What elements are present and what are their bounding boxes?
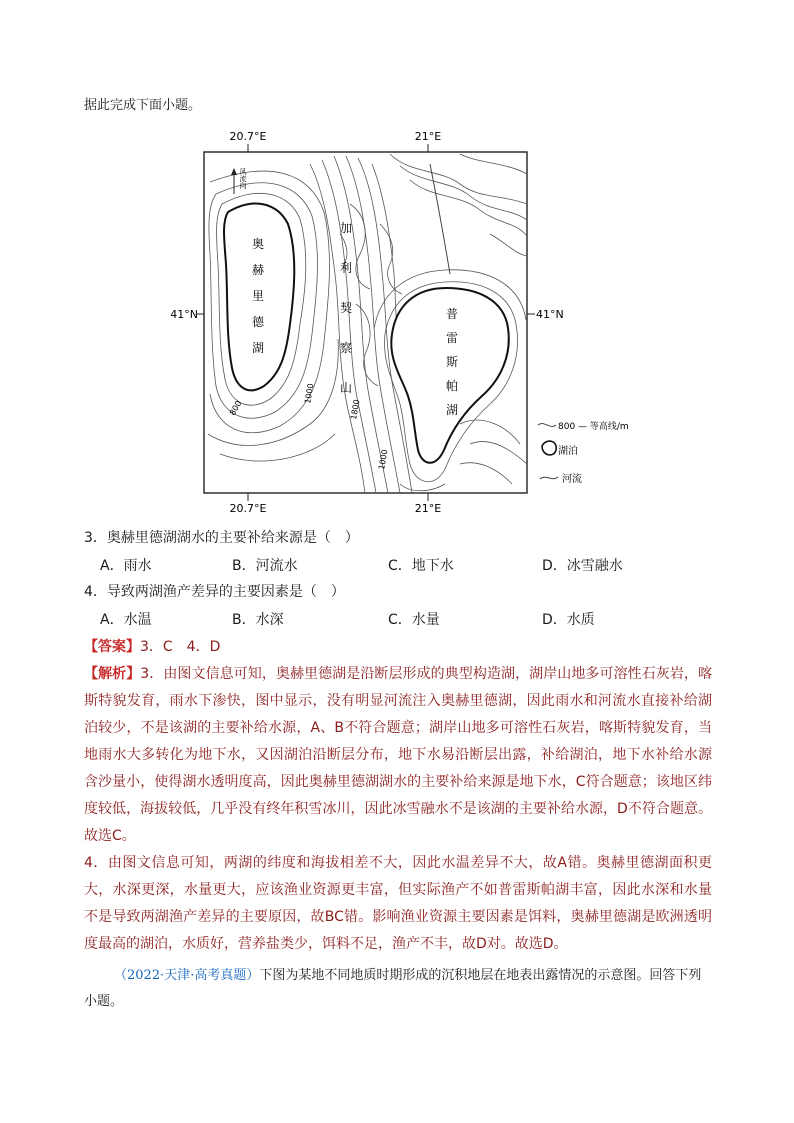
svg-text:普: 普 [445, 307, 459, 321]
svg-text:里: 里 [251, 289, 265, 303]
explanation-tag: 【解析】 [84, 666, 141, 682]
lon-bottom-left-label: 20.7°E [229, 502, 267, 515]
explanation-q3 [84, 661, 712, 850]
lon-bottom-right-label: 21°E [414, 502, 442, 515]
q4-option-c[interactable]: C．水量 [388, 612, 440, 628]
legend-river: 河流 [562, 474, 582, 485]
question-4-stem: 4．导致两湖渔产差异的主要因素是（ ） [84, 584, 345, 600]
svg-text:帕: 帕 [445, 379, 459, 393]
explanation-q4-text: 4．由图文信息可知，两湖的纬度和海拔相差不大，因此水温差异不大，故A错。奥赫里德湖面积更大，水深更深，水量更大，应该渔业资源更丰富，但实际渔产不如普雷斯帕湖丰富，因此水深和水量不是导致两湖渔产差异的主要原因，故BC错。影响渔业资源主要因素是饵料，奥赫里德湖是欧洲透明度最高的湖泊，水质好，营养盐类少，饵料不足，渔产不丰，故D对。故选D。 [84, 855, 712, 952]
contour-label-1800: 1800 [349, 398, 362, 421]
lat-right-label: 41°N [536, 308, 564, 321]
svg-text:奥: 奥 [251, 237, 265, 251]
svg-text:山: 山 [339, 381, 353, 395]
answer-line [84, 636, 220, 656]
intro-text: 据此完成下面小题。 [84, 98, 202, 113]
svg-text:加: 加 [339, 221, 353, 235]
contour-label-1000: 1000 [303, 382, 316, 405]
answer-tag: 【答案】 [84, 639, 140, 655]
q3-option-a[interactable]: A．雨水 [100, 558, 152, 574]
svg-text:利: 利 [339, 261, 353, 275]
svg-text:契: 契 [339, 301, 353, 315]
svg-text:察: 察 [339, 341, 353, 355]
svg-text:湖: 湖 [445, 403, 459, 417]
wind-label: 风流向 [239, 168, 247, 189]
svg-text:德: 德 [251, 315, 265, 329]
map-legend [538, 420, 629, 485]
q4-option-d[interactable]: D．水质 [542, 612, 595, 628]
q3-option-c[interactable]: C．地下水 [388, 558, 454, 574]
svg-text:湖: 湖 [251, 341, 265, 355]
q3-option-d[interactable]: D．冰雪融水 [542, 558, 623, 574]
contour-label-1000-south: 1000 [377, 448, 390, 471]
svg-text:赫: 赫 [251, 263, 265, 277]
explanation-q3-text: 3．由图文信息可知，奥赫里德湖是沿断层形成的典型构造湖，湖岸山地多可溶性石灰岩，喀斯特貌发育，雨水下渗快，图中显示，没有明显河流注入奥赫里德湖，因此雨水和河流水直接补给湖泊较少，不是该湖的主要补给水源，A、B不符合题意；湖岸山地多可溶性石灰岩，喀斯特貌发育，当地雨水大多转化为地下水，又因湖泊沿断层分布，地下水易沿断层出露，补给湖泊，地下水补给水源含沙量小，使得湖水透明度高，因此奥赫里德湖湖水的主要补给来源是地下水，C符合题意；该地区纬度较低，海拔较低，几乎没有终年积雪冰川，因此冰雪融水不是该湖的主要补给水源，D不符合题意。故选C。 [84, 666, 712, 844]
svg-text:雷: 雷 [445, 331, 459, 345]
next-question-text: 下图为某地不同地质时期形成的沉积地层在地表出露情况的示意图。回答下列小题。 [84, 968, 702, 1009]
svg-text:斯: 斯 [445, 355, 459, 369]
q4-option-a[interactable]: A．水温 [100, 612, 152, 628]
question-source: （2022·天津·高考真题） [114, 968, 260, 983]
q3-option-b[interactable]: B．河流水 [232, 558, 298, 574]
topographic-map [160, 124, 629, 519]
lat-left-label: 41°N [170, 308, 198, 321]
question-3-stem: 3．奥赫里德湖湖水的主要补给来源是（ ） [84, 530, 359, 546]
q4-option-b[interactable]: B．水深 [232, 612, 284, 628]
lon-top-right-label: 21°E [414, 130, 442, 143]
next-question-intro [84, 963, 712, 1015]
legend-contour: 800 — 等高线/m [558, 422, 629, 432]
map-svg [160, 124, 629, 519]
contour-label-800: 800 [227, 399, 244, 417]
lon-top-left-label: 20.7°E [229, 130, 267, 143]
answer-text: 3．C 4．D [140, 639, 221, 655]
legend-lake: 湖泊 [558, 446, 578, 457]
